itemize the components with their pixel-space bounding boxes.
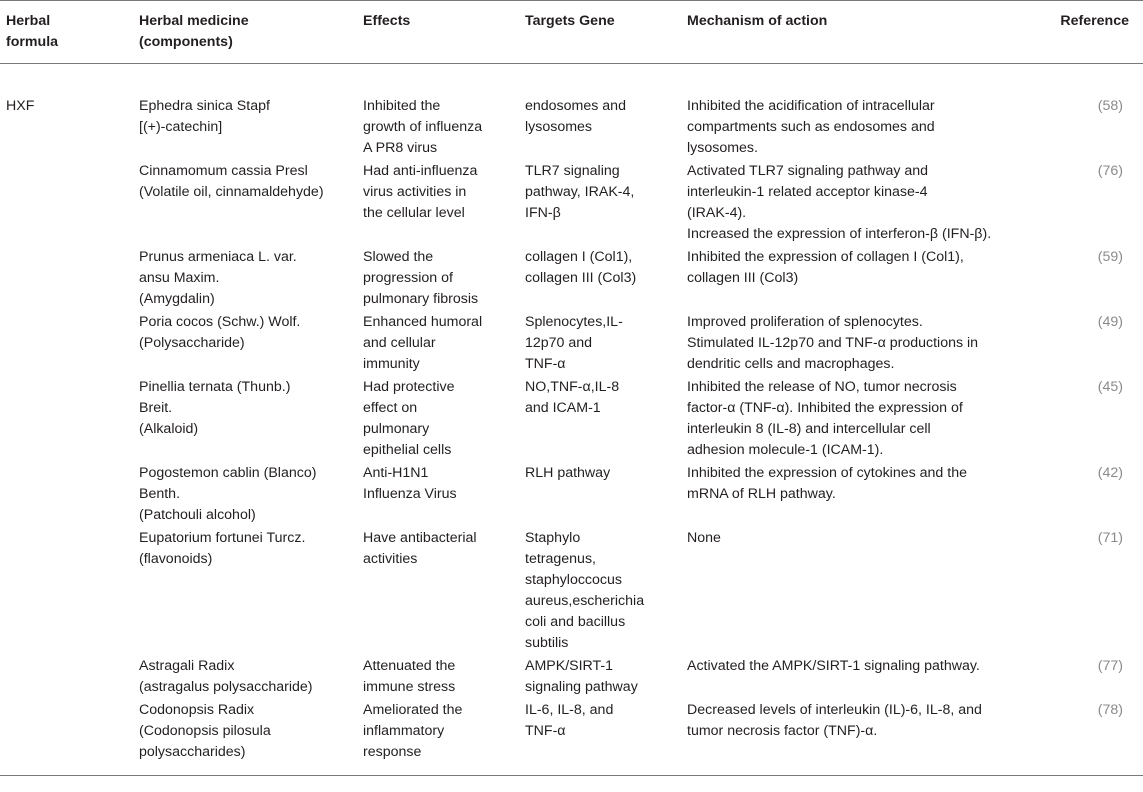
cell-mechanism-line: Improved proliferation of splenocytes. bbox=[687, 314, 923, 330]
cell-reference bbox=[1050, 654, 1143, 698]
cell-mechanism-line: Inhibited the release of NO, tumor necrosis bbox=[687, 379, 957, 395]
cell-mechanism-line: factor-α (TNF-α). Inhibited the expression of bbox=[687, 400, 963, 416]
cell-mechanism bbox=[685, 310, 1050, 375]
cell-herbal-medicine-line: (Volatile oil, cinnamaldehyde) bbox=[139, 184, 324, 200]
cell-mechanism-line: mRNA of RLH pathway. bbox=[687, 486, 836, 502]
cell-herbal-formula bbox=[0, 526, 137, 654]
cell-mechanism bbox=[685, 461, 1050, 526]
cell-herbal-formula bbox=[0, 310, 137, 375]
cell-targets-gene-line: TNF-α bbox=[525, 723, 566, 739]
cell-mechanism bbox=[685, 64, 1050, 160]
cell-mechanism-line: Activated the AMPK/SIRT-1 signaling pathway. bbox=[687, 658, 980, 674]
cell-effects-line: A PR8 virus bbox=[363, 140, 438, 156]
cell-targets-gene-line: and ICAM-1 bbox=[525, 400, 601, 416]
cell-herbal-medicine-line: (Codonopsis pilosula bbox=[139, 723, 271, 739]
cell-targets-gene bbox=[523, 64, 685, 160]
cell-mechanism-line: collagen III (Col3) bbox=[687, 270, 799, 286]
cell-targets-gene-line: 12p70 and bbox=[525, 335, 593, 351]
cell-mechanism-line: interleukin 8 (IL-8) and intercellular cell bbox=[687, 421, 931, 437]
cell-targets-gene bbox=[523, 245, 685, 310]
cell-herbal-medicine bbox=[137, 64, 361, 160]
cell-mechanism-line: tumor necrosis factor (TNF)-α. bbox=[687, 723, 878, 739]
cell-mechanism bbox=[685, 245, 1050, 310]
cell-herbal-medicine-line: (Polysaccharide) bbox=[139, 335, 245, 351]
cell-herbal-medicine bbox=[137, 654, 361, 698]
cell-targets-gene-line: staphyloccocus bbox=[525, 572, 622, 588]
header-mechanism: Mechanism of action bbox=[687, 13, 828, 29]
cell-herbal-medicine-line: Ephedra sinica Stapf bbox=[139, 98, 270, 114]
cell-targets-gene-line: Splenocytes,IL- bbox=[525, 314, 623, 330]
cell-effects-line: immunity bbox=[363, 356, 420, 372]
cell-targets-gene bbox=[523, 159, 685, 245]
table-row bbox=[0, 526, 1143, 654]
cell-herbal-medicine-line: Breit. bbox=[139, 400, 173, 416]
cell-effects-line: Slowed the bbox=[363, 249, 434, 265]
cell-mechanism bbox=[685, 698, 1050, 776]
cell-effects-line: progression of bbox=[363, 270, 453, 286]
cell-mechanism-line: interleukin-1 related acceptor kinase-4 bbox=[687, 184, 928, 200]
header-herbal-medicine: Herbal medicine (components) bbox=[139, 13, 249, 50]
cell-targets-gene-line: tetragenus, bbox=[525, 551, 596, 567]
cell-targets-gene bbox=[523, 310, 685, 375]
cell-effects bbox=[361, 698, 523, 776]
table-row bbox=[0, 654, 1143, 698]
cell-mechanism-line: None bbox=[687, 530, 721, 546]
cell-herbal-medicine-line: (Patchouli alcohol) bbox=[139, 507, 256, 523]
cell-effects-line: Anti-H1N1 bbox=[363, 465, 429, 481]
cell-effects bbox=[361, 245, 523, 310]
table-row bbox=[0, 245, 1143, 310]
reference-number: (71) bbox=[1097, 530, 1123, 546]
cell-effects bbox=[361, 461, 523, 526]
cell-effects-line: activities bbox=[363, 551, 418, 567]
header-herbal-formula: Herbal formula bbox=[6, 13, 59, 50]
table-row bbox=[0, 159, 1143, 245]
reference-number: (77) bbox=[1097, 658, 1123, 674]
cell-targets-gene bbox=[523, 698, 685, 776]
cell-effects-line: pulmonary fibrosis bbox=[363, 291, 479, 307]
cell-targets-gene-line: endosomes and bbox=[525, 98, 626, 114]
cell-mechanism-line: Activated TLR7 signaling pathway and bbox=[687, 163, 929, 179]
cell-herbal-formula bbox=[0, 375, 137, 461]
cell-targets-gene-line: TLR7 signaling bbox=[525, 163, 620, 179]
table-header bbox=[0, 1, 1143, 64]
cell-herbal-medicine-line: polysaccharides) bbox=[139, 744, 246, 760]
table-row bbox=[0, 64, 1143, 160]
cell-effects bbox=[361, 310, 523, 375]
cell-effects-line: immune stress bbox=[363, 679, 456, 695]
cell-reference bbox=[1050, 526, 1143, 654]
reference-number: (59) bbox=[1097, 249, 1123, 265]
cell-targets-gene bbox=[523, 654, 685, 698]
reference-number: (49) bbox=[1097, 314, 1123, 330]
cell-targets-gene bbox=[523, 375, 685, 461]
cell-effects-line: Have antibacterial bbox=[363, 530, 477, 546]
cell-herbal-formula bbox=[0, 245, 137, 310]
cell-herbal-medicine-line: Poria cocos (Schw.) Wolf. bbox=[139, 314, 301, 330]
cell-targets-gene-line: NO,TNF-α,IL-8 bbox=[525, 379, 620, 395]
cell-effects bbox=[361, 375, 523, 461]
cell-mechanism-line: Inhibited the expression of collagen I (Col1), bbox=[687, 249, 964, 265]
cell-reference bbox=[1050, 461, 1143, 526]
cell-effects-line: epithelial cells bbox=[363, 442, 452, 458]
cell-targets-gene-line: Staphylo bbox=[525, 530, 581, 546]
cell-herbal-medicine bbox=[137, 698, 361, 776]
cell-effects-line: inflammatory bbox=[363, 723, 445, 739]
cell-effects-line: effect on bbox=[363, 400, 418, 416]
cell-herbal-medicine bbox=[137, 375, 361, 461]
table-row bbox=[0, 375, 1143, 461]
cell-targets-gene bbox=[523, 461, 685, 526]
cell-herbal-medicine-line: Prunus armeniaca L. var. bbox=[139, 249, 297, 265]
table-row bbox=[0, 461, 1143, 526]
cell-effects-line: Inhibited the bbox=[363, 98, 441, 114]
cell-herbal-medicine bbox=[137, 526, 361, 654]
cell-targets-gene-line: AMPK/SIRT-1 bbox=[525, 658, 614, 674]
cell-herbal-formula: HXF bbox=[6, 98, 35, 114]
cell-effects-line: Attenuated the bbox=[363, 658, 456, 674]
cell-herbal-medicine-line: Pogostemon cablin (Blanco) bbox=[139, 465, 317, 481]
cell-targets-gene-line: subtilis bbox=[525, 635, 569, 651]
cell-effects-line: Had anti-influenza bbox=[363, 163, 478, 179]
cell-herbal-medicine bbox=[137, 245, 361, 310]
cell-targets-gene-line: lysosomes bbox=[525, 119, 593, 135]
cell-herbal-medicine-line: (flavonoids) bbox=[139, 551, 213, 567]
cell-effects-line: Influenza Virus bbox=[363, 486, 457, 502]
cell-targets-gene-line: aureus,escherichia bbox=[525, 593, 645, 609]
cell-herbal-medicine-line: Astragali Radix bbox=[139, 658, 235, 674]
header-reference: Reference bbox=[1060, 13, 1129, 29]
cell-mechanism-line: Stimulated IL-12p70 and TNF-α productions in bbox=[687, 335, 979, 351]
cell-targets-gene-line: collagen III (Col3) bbox=[525, 270, 637, 286]
cell-reference bbox=[1050, 64, 1143, 160]
cell-targets-gene-line: signaling pathway bbox=[525, 679, 638, 695]
cell-targets-gene-line: pathway, IRAK-4, bbox=[525, 184, 635, 200]
cell-herbal-medicine-line: ansu Maxim. bbox=[139, 270, 220, 286]
reference-number: (58) bbox=[1097, 98, 1123, 114]
cell-targets-gene-line: RLH pathway bbox=[525, 465, 611, 481]
cell-targets-gene-line: TNF-α bbox=[525, 356, 566, 372]
cell-targets-gene bbox=[523, 526, 685, 654]
cell-effects bbox=[361, 64, 523, 160]
cell-herbal-medicine bbox=[137, 461, 361, 526]
cell-effects-line: pulmonary bbox=[363, 421, 430, 437]
cell-reference bbox=[1050, 698, 1143, 776]
cell-herbal-medicine-line: Eupatorium fortunei Turcz. bbox=[139, 530, 306, 546]
table-row bbox=[0, 310, 1143, 375]
cell-targets-gene-line: coli and bacillus bbox=[525, 614, 626, 630]
cell-mechanism-line: Increased the expression of interferon-β (IFN-β). bbox=[687, 226, 992, 242]
cell-mechanism bbox=[685, 375, 1050, 461]
cell-effects-line: Ameliorated the bbox=[363, 702, 463, 718]
cell-herbal-medicine-line: [(+)-catechin] bbox=[139, 119, 223, 135]
cell-herbal-medicine-line: Benth. bbox=[139, 486, 181, 502]
header-effects: Effects bbox=[363, 13, 411, 29]
cell-targets-gene-line: IFN-β bbox=[525, 205, 561, 221]
cell-effects-line: and cellular bbox=[363, 335, 436, 351]
header-row bbox=[0, 1, 1143, 64]
cell-mechanism-line: compartments such as endosomes and bbox=[687, 119, 935, 135]
cell-herbal-medicine-line: Cinnamomum cassia Presl bbox=[139, 163, 308, 179]
reference-number: (78) bbox=[1097, 702, 1123, 718]
cell-herbal-medicine-line: (Alkaloid) bbox=[139, 421, 199, 437]
cell-herbal-medicine-line: (astragalus polysaccharide) bbox=[139, 679, 313, 695]
cell-mechanism-line: Inhibited the expression of cytokines and the bbox=[687, 465, 967, 481]
cell-mechanism-line: lysosomes. bbox=[687, 140, 758, 156]
cell-mechanism-line: dendritic cells and macrophages. bbox=[687, 356, 895, 372]
cell-reference bbox=[1050, 310, 1143, 375]
cell-effects bbox=[361, 654, 523, 698]
cell-reference bbox=[1050, 159, 1143, 245]
cell-mechanism-line: (IRAK-4). bbox=[687, 205, 747, 221]
cell-effects-line: Enhanced humoral bbox=[363, 314, 483, 330]
cell-reference bbox=[1050, 245, 1143, 310]
reference-number: (42) bbox=[1097, 465, 1123, 481]
table-row bbox=[0, 698, 1143, 776]
reference-number: (45) bbox=[1097, 379, 1123, 395]
cell-effects bbox=[361, 159, 523, 245]
cell-herbal-medicine-line: (Amygdalin) bbox=[139, 291, 215, 307]
cell-mechanism-line: Decreased levels of interleukin (IL)-6, IL-8, and bbox=[687, 702, 982, 718]
cell-effects-line: Had protective bbox=[363, 379, 455, 395]
cell-mechanism bbox=[685, 159, 1050, 245]
cell-targets-gene-line: collagen I (Col1), bbox=[525, 249, 633, 265]
cell-effects-line: the cellular level bbox=[363, 205, 465, 221]
cell-mechanism-line: adhesion molecule-1 (ICAM-1). bbox=[687, 442, 884, 458]
cell-herbal-medicine bbox=[137, 159, 361, 245]
cell-herbal-formula bbox=[0, 159, 137, 245]
cell-herbal-formula bbox=[0, 698, 137, 776]
cell-reference bbox=[1050, 375, 1143, 461]
cell-effects-line: response bbox=[363, 744, 422, 760]
cell-mechanism-line: Inhibited the acidification of intracellular bbox=[687, 98, 935, 114]
cell-effects bbox=[361, 526, 523, 654]
cell-herbal-formula bbox=[0, 461, 137, 526]
cell-herbal-medicine bbox=[137, 310, 361, 375]
table-body bbox=[0, 64, 1143, 776]
cell-targets-gene-line: IL-6, IL-8, and bbox=[525, 702, 614, 718]
cell-herbal-formula bbox=[0, 654, 137, 698]
reference-number: (76) bbox=[1097, 163, 1123, 179]
cell-effects-line: growth of influenza bbox=[363, 119, 483, 135]
cell-herbal-medicine-line: Codonopsis Radix bbox=[139, 702, 255, 718]
cell-effects-line: virus activities in bbox=[363, 184, 467, 200]
cell-herbal-medicine-line: Pinellia ternata (Thunb.) bbox=[139, 379, 291, 395]
header-targets-gene: Targets Gene bbox=[525, 13, 615, 29]
cell-mechanism bbox=[685, 526, 1050, 654]
cell-mechanism bbox=[685, 654, 1050, 698]
